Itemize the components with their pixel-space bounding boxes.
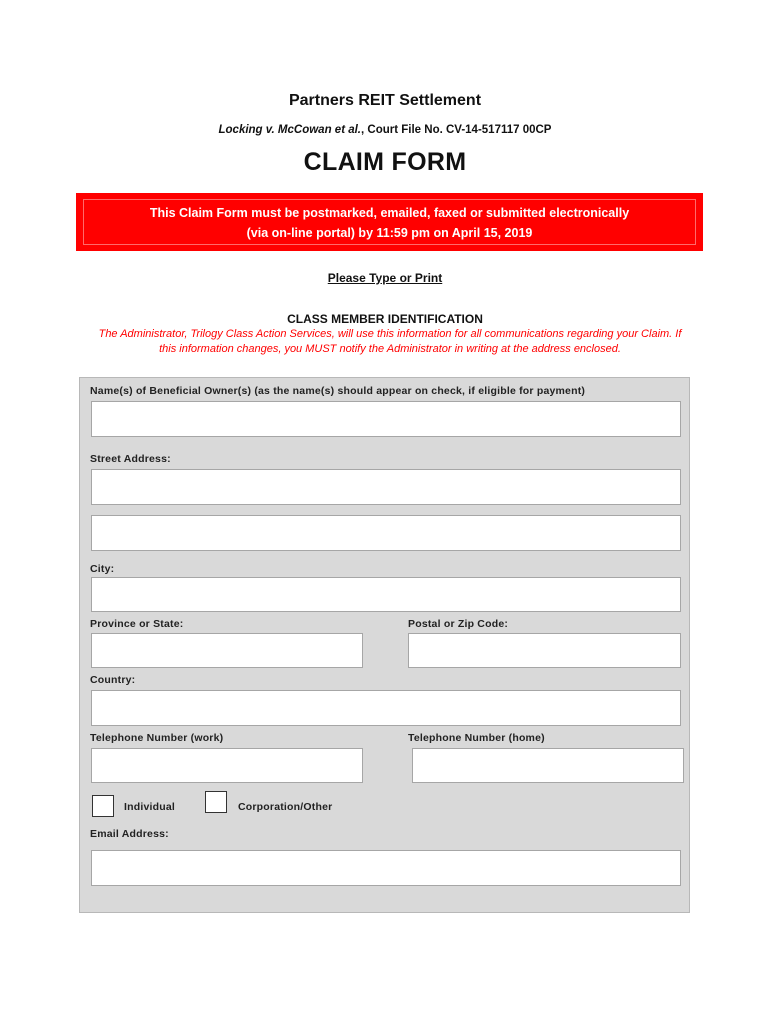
identification-form — [79, 377, 690, 913]
postal-code-label: Postal or Zip Code: — [408, 618, 509, 630]
email-field[interactable] — [91, 850, 681, 886]
telephone-work-field[interactable] — [91, 748, 363, 783]
city-label: City: — [90, 563, 115, 575]
street-address-field-1[interactable] — [91, 469, 681, 505]
deadline-line-2: (via on-line portal) by 11:59 pm on April 15, 2019 — [246, 226, 533, 240]
court-file-number: , Court File No. CV-14-517117 00CP — [361, 124, 552, 136]
case-reference — [0, 124, 770, 136]
individual-checkbox[interactable] — [92, 795, 114, 817]
postal-code-field[interactable] — [408, 633, 681, 668]
city-field[interactable] — [91, 577, 681, 612]
corporation-label: Corporation/Other — [238, 801, 333, 813]
province-field[interactable] — [91, 633, 363, 668]
type-or-print-instruction: Please Type or Print — [327, 271, 443, 285]
document-title: Partners REIT Settlement — [288, 92, 482, 109]
street-address-label: Street Address: — [90, 453, 171, 465]
country-field[interactable] — [91, 690, 681, 726]
corporation-checkbox[interactable] — [205, 791, 227, 813]
country-label: Country: — [90, 674, 136, 686]
email-label: Email Address: — [90, 828, 169, 840]
individual-label: Individual — [124, 801, 176, 813]
section-title: CLASS MEMBER IDENTIFICATION — [287, 312, 483, 326]
beneficial-owner-label: Name(s) of Beneficial Owner(s) (as the name(s) should appear on check, if eligible for payment) — [90, 385, 586, 397]
deadline-line-1: This Claim Form must be postmarked, emailed, faxed or submitted electronically — [149, 206, 630, 220]
form-title: CLAIM FORM — [303, 148, 467, 176]
deadline-banner — [76, 193, 703, 251]
case-name: Locking v. McCowan et al. — [218, 124, 362, 136]
province-label: Province or State: — [90, 618, 184, 630]
telephone-home-field[interactable] — [412, 748, 684, 783]
street-address-field-2[interactable] — [91, 515, 681, 551]
telephone-home-label: Telephone Number (home) — [408, 732, 545, 744]
telephone-work-label: Telephone Number (work) — [90, 732, 224, 744]
administrator-notice: The Administrator, Trilogy Class Action Services, will use this information for all communications regarding your Claim. If this information changes, you MUST notify the Administrator in writing at the address enclosed. — [98, 328, 682, 355]
beneficial-owner-field[interactable] — [91, 401, 681, 437]
